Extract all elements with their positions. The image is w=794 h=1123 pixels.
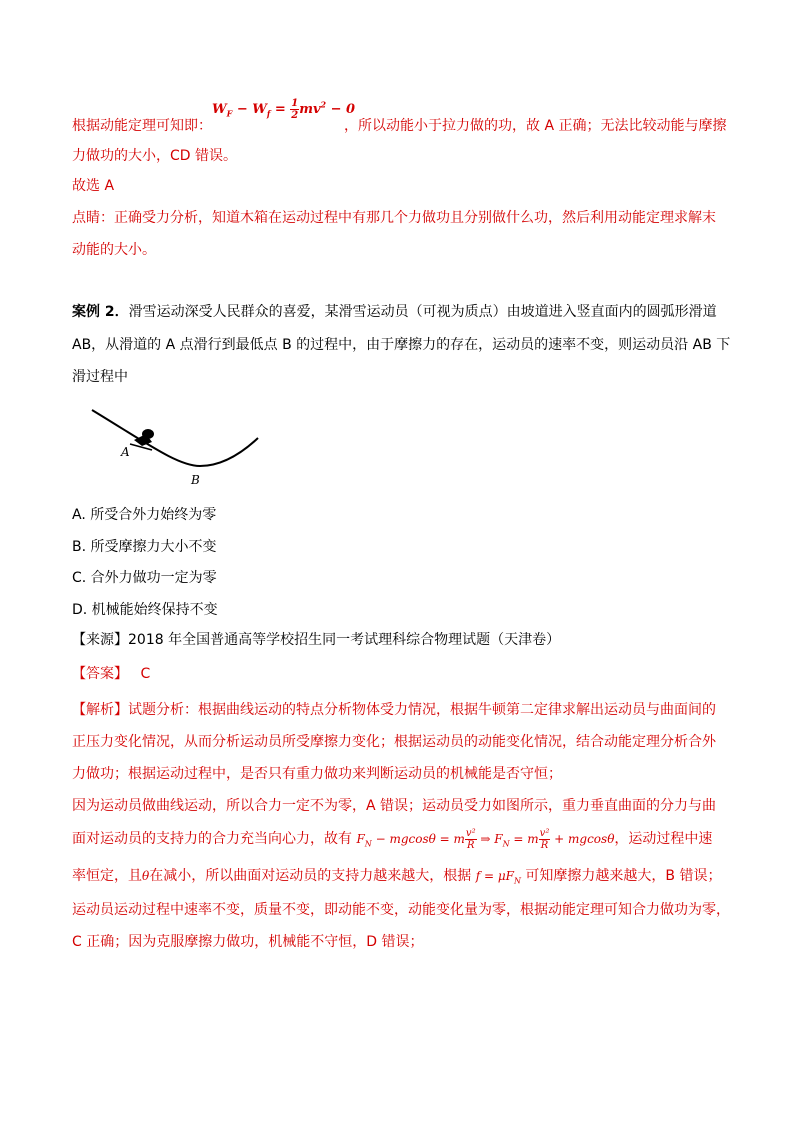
prev-line2: 力做功的大小，CD 错误。 <box>72 148 238 164</box>
analysis-line5-prefix: 面对运动员的支持力的合力充当向心力，故有 <box>72 831 352 847</box>
source-line <box>72 630 560 650</box>
source-tag: 【来源】 <box>72 632 128 648</box>
analysis-tag: 【解析】 <box>72 702 128 718</box>
answer-tag: 【答案】 <box>72 666 128 682</box>
prev-tip-line2: 动能的大小。 <box>72 242 156 258</box>
track-arc <box>92 410 258 466</box>
prev-choice: 故选 A <box>72 178 115 194</box>
analysis-line6-mid: 在减小，所以曲面对运动员的支持力越来越大，根据 <box>149 868 472 884</box>
case2-stem-text1: 滑雪运动深受人民群众的喜爱，某滑雪运动员（可视为质点）由坡道进入竖直面内的圆弧形滑道 <box>128 304 717 320</box>
point-a-label: A <box>121 445 130 459</box>
case2-stem-line1 <box>72 302 717 322</box>
option-d: D. 机械能始终保持不变 <box>72 602 218 618</box>
case2-stem-line3: 滑过程中 <box>72 369 128 385</box>
analysis-text1: 试题分析：根据曲线运动的特点分析物体受力情况，根据牛顿第二定律求解出运动员与曲面间的 <box>128 702 716 718</box>
analysis-line5-suffix: ，运动过程中速 <box>614 831 713 847</box>
analysis-line2: 正压力变化情况，从而分析运动员所受摩擦力变化；根据运动员的动能变化情况，结合动能定理分析合外 <box>72 734 716 750</box>
prev-line1 <box>72 116 212 136</box>
option-a: A. 所受合外力始终为零 <box>72 507 217 523</box>
option-b: B. 所受摩擦力大小不变 <box>72 539 217 555</box>
analysis-line8: C 正确；因为克服摩擦力做功，机械能不守恒，D 错误； <box>72 934 424 950</box>
point-b-label: B <box>191 473 200 487</box>
analysis-line6 <box>72 866 721 891</box>
ski-track-figure <box>88 404 268 494</box>
prev-tip-line1: 点睛：正确受力分析，知道木箱在运动过程中有那几个力做功且分别做什么功，然后利用动能定理求解末 <box>72 210 716 226</box>
analysis-line4: 因为运动员做曲线运动，所以合力一定不为零，A 错误；运动员受力如图所示，重力垂直曲面的分力与曲 <box>72 798 717 814</box>
prev-line1-prefix: 根据动能定理可知即： <box>72 118 212 134</box>
analysis-line1 <box>72 700 716 720</box>
answer-line <box>72 664 150 684</box>
friction-formula: $f = \mu F_N$ <box>475 869 521 886</box>
source-text: 2018 年全国普通高等学校招生同一考试理科综合物理试题（天津卷） <box>128 632 561 648</box>
prev-line1-suffix: ，所以动能小于拉力做的功，故 A 正确；无法比较动能与摩擦 <box>344 118 727 134</box>
work-energy-formula: $W_F - W_f$ = $\frac{1}{2}$ $mv^2 - 0$ <box>212 98 356 121</box>
theta-symbol: θ <box>142 869 150 883</box>
option-c: C. 合外力做功一定为零 <box>72 570 217 586</box>
answer-value: C <box>140 666 151 682</box>
centripetal-formula: $F_N - mgcos\theta = m$ $\frac{\text{v²}}{R}$ ⇒ $F_N = m$ $\frac{\text{v²}}{R}$ + mgcosθ <box>356 828 615 851</box>
analysis-line6-suffix: 可知摩擦力越来越大，B 错误； <box>525 868 722 884</box>
analysis-line7: 运动员运动过程中速率不变，质量不变，即动能不变，动能变化量为零，根据动能定理可知合力做功为零， <box>72 902 730 918</box>
analysis-line5 <box>72 828 712 854</box>
analysis-line6-prefix: 率恒定，且 <box>72 868 142 884</box>
case2-label: 案例 2． <box>72 304 129 320</box>
analysis-line3: 力做功；根据运动过程中，是否只有重力做功来判断运动员的机械能是否守恒； <box>72 766 562 782</box>
case2-stem-line2: AB，从滑道的 A 点滑行到最低点 B 的过程中，由于摩擦力的存在，运动员的速率不变，则运动员沿 AB 下 <box>72 337 731 353</box>
